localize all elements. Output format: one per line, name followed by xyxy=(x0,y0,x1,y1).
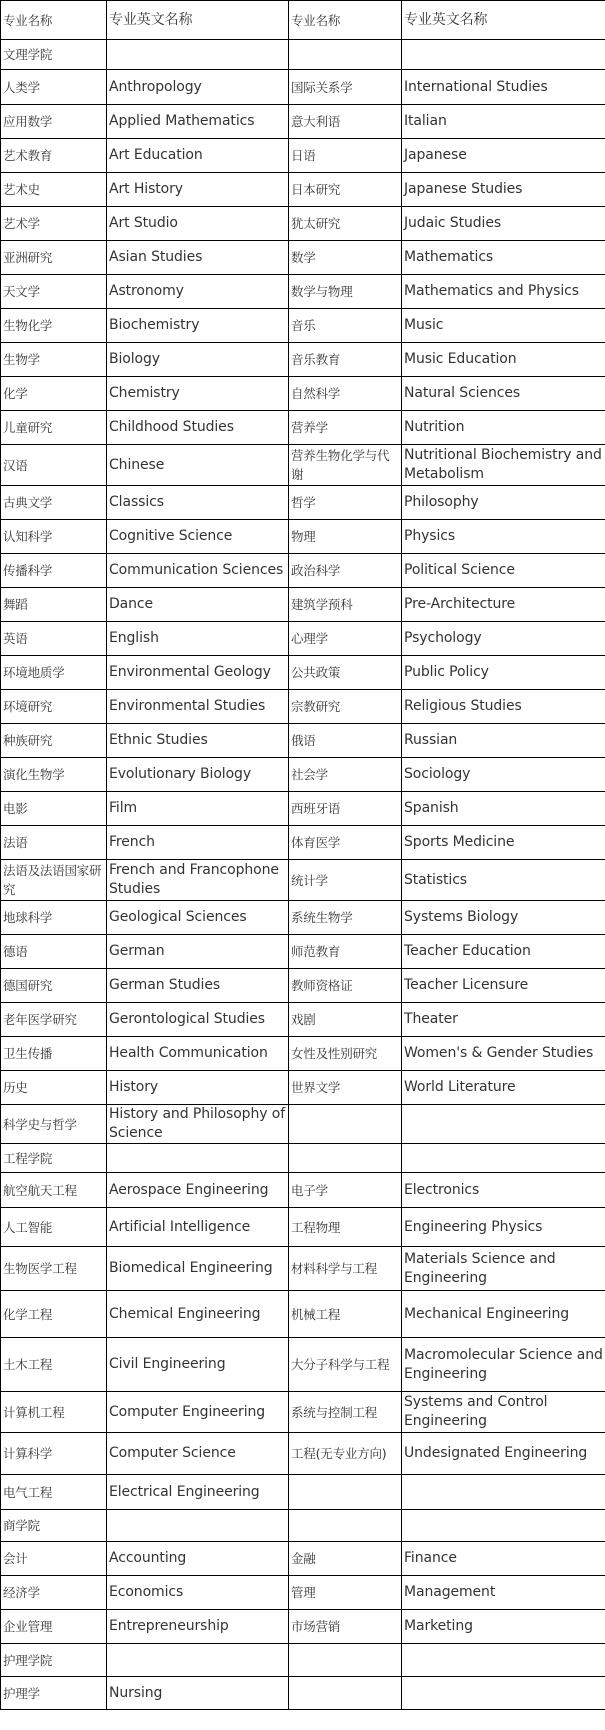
major-cn-cell: 统计学 xyxy=(289,860,402,901)
table-row xyxy=(1,935,605,969)
major-cn-cell: 应用数学 xyxy=(1,105,107,139)
major-en-cell xyxy=(402,1105,605,1144)
table-row xyxy=(1,554,605,588)
major-en-cell: Evolutionary Biology xyxy=(107,758,289,792)
major-en-cell: Astronomy xyxy=(107,275,289,309)
major-cn-cell: 工程物理 xyxy=(289,1208,402,1247)
table-row xyxy=(1,1247,605,1291)
major-en-cell: History and Philosophy of Science xyxy=(107,1105,289,1144)
table-row xyxy=(1,969,605,1003)
major-cn-cell: 电气工程 xyxy=(1,1475,107,1510)
majors-table-body xyxy=(1,1,605,1710)
major-cn-cell: 化学 xyxy=(1,377,107,411)
major-en-cell: Engineering Physics xyxy=(402,1208,605,1247)
major-cn-cell: 护理学 xyxy=(1,1677,107,1710)
major-en-cell: Childhood Studies xyxy=(107,411,289,445)
major-en-cell: Chemistry xyxy=(107,377,289,411)
major-en-cell: Health Communication xyxy=(107,1037,289,1071)
major-cn-cell: 卫生传播 xyxy=(1,1037,107,1071)
table-row xyxy=(1,207,605,241)
major-cn-cell: 经济学 xyxy=(1,1576,107,1610)
major-cn-cell xyxy=(289,1475,402,1510)
major-en-cell: Public Policy xyxy=(402,656,605,690)
major-cn-cell: 计算科学 xyxy=(1,1433,107,1475)
major-cn-cell: 环境地质学 xyxy=(1,656,107,690)
major-cn-cell: 儿童研究 xyxy=(1,411,107,445)
major-cn-cell: 人工智能 xyxy=(1,1208,107,1247)
table-row xyxy=(1,860,605,901)
major-cn-cell: 材料科学与工程 xyxy=(289,1247,402,1291)
major-en-cell: Gerontological Studies xyxy=(107,1003,289,1037)
major-en-cell: Ethnic Studies xyxy=(107,724,289,758)
major-cn-cell: 系统生物学 xyxy=(289,901,402,935)
major-cn-cell: 亚洲研究 xyxy=(1,241,107,275)
major-cn-cell: 大分子科学与工程 xyxy=(289,1338,402,1392)
major-cn-cell: 会计 xyxy=(1,1542,107,1576)
table-row xyxy=(1,70,605,105)
major-en-cell: Asian Studies xyxy=(107,241,289,275)
major-cn-cell: 古典文学 xyxy=(1,486,107,520)
major-cn-cell: 德国研究 xyxy=(1,969,107,1003)
major-cn-cell: 商学院 xyxy=(1,1510,107,1542)
major-cn-cell: 工程学院 xyxy=(1,1144,107,1173)
table-row xyxy=(1,139,605,173)
major-en-cell xyxy=(402,1144,605,1173)
major-cn-cell: 演化生物学 xyxy=(1,758,107,792)
major-cn-cell: 历史 xyxy=(1,1071,107,1105)
major-en-cell: Music Education xyxy=(402,343,605,377)
major-en-cell: Nutritional Biochemistry and Metabolism xyxy=(402,445,605,486)
major-en-cell: Systems and Control Engineering xyxy=(402,1392,605,1433)
major-cn-cell: 体育医学 xyxy=(289,826,402,860)
major-en-cell: Art Studio xyxy=(107,207,289,241)
table-row xyxy=(1,105,605,139)
table-row xyxy=(1,1173,605,1208)
major-cn-cell: 化学工程 xyxy=(1,1291,107,1338)
major-cn-cell xyxy=(289,1510,402,1542)
major-en-cell: Psychology xyxy=(402,622,605,656)
major-cn-cell: 艺术教育 xyxy=(1,139,107,173)
major-cn-cell: 法语 xyxy=(1,826,107,860)
major-en-cell: World Literature xyxy=(402,1071,605,1105)
major-cn-cell: 哲学 xyxy=(289,486,402,520)
major-en-cell: Computer Science xyxy=(107,1433,289,1475)
major-en-cell: Physics xyxy=(402,520,605,554)
major-en-cell: Aerospace Engineering xyxy=(107,1173,289,1208)
table-row xyxy=(1,1644,605,1677)
major-cn-cell: 机械工程 xyxy=(289,1291,402,1338)
table-row xyxy=(1,690,605,724)
major-cn-cell: 日本研究 xyxy=(289,173,402,207)
major-en-cell: Mathematics and Physics xyxy=(402,275,605,309)
major-cn-cell: 市场营销 xyxy=(289,1610,402,1644)
table-row xyxy=(1,1291,605,1338)
major-en-cell: Philosophy xyxy=(402,486,605,520)
header-cell: 专业英文名称 xyxy=(402,1,605,40)
major-cn-cell: 人类学 xyxy=(1,70,107,105)
major-cn-cell: 意大利语 xyxy=(289,105,402,139)
table-row xyxy=(1,1208,605,1247)
major-cn-cell: 宗教研究 xyxy=(289,690,402,724)
major-en-cell: Film xyxy=(107,792,289,826)
header-cell: 专业名称 xyxy=(289,1,402,40)
major-en-cell: Sociology xyxy=(402,758,605,792)
table-row xyxy=(1,1576,605,1610)
major-en-cell: Finance xyxy=(402,1542,605,1576)
major-en-cell: Sports Medicine xyxy=(402,826,605,860)
table-row xyxy=(1,1071,605,1105)
table-row xyxy=(1,1510,605,1542)
table-row xyxy=(1,588,605,622)
major-cn-cell: 计算机工程 xyxy=(1,1392,107,1433)
major-en-cell: Anthropology xyxy=(107,70,289,105)
major-en-cell: Chinese xyxy=(107,445,289,486)
table-row xyxy=(1,622,605,656)
major-en-cell: English xyxy=(107,622,289,656)
major-en-cell xyxy=(402,1644,605,1677)
table-row xyxy=(1,520,605,554)
major-cn-cell: 生物化学 xyxy=(1,309,107,343)
major-cn-cell xyxy=(289,1644,402,1677)
table-row xyxy=(1,40,605,70)
header-cell: 专业名称 xyxy=(1,1,107,40)
major-en-cell: Mechanical Engineering xyxy=(402,1291,605,1338)
table-row xyxy=(1,1338,605,1392)
major-en-cell: Nutrition xyxy=(402,411,605,445)
major-en-cell: Russian xyxy=(402,724,605,758)
major-en-cell: Dance xyxy=(107,588,289,622)
major-cn-cell: 电子学 xyxy=(289,1173,402,1208)
major-cn-cell: 建筑学预科 xyxy=(289,588,402,622)
major-cn-cell: 公共政策 xyxy=(289,656,402,690)
major-cn-cell: 世界文学 xyxy=(289,1071,402,1105)
header-cell: 专业英文名称 xyxy=(107,1,289,40)
major-en-cell xyxy=(402,1677,605,1710)
major-cn-cell: 航空航天工程 xyxy=(1,1173,107,1208)
major-cn-cell: 心理学 xyxy=(289,622,402,656)
major-en-cell: Women's & Gender Studies xyxy=(402,1037,605,1071)
major-cn-cell: 德语 xyxy=(1,935,107,969)
major-cn-cell: 认知科学 xyxy=(1,520,107,554)
major-cn-cell: 艺术史 xyxy=(1,173,107,207)
table-row xyxy=(1,377,605,411)
major-en-cell: Marketing xyxy=(402,1610,605,1644)
table-row xyxy=(1,1433,605,1475)
table-row xyxy=(1,1677,605,1710)
major-cn-cell: 西班牙语 xyxy=(289,792,402,826)
table-row xyxy=(1,275,605,309)
major-en-cell xyxy=(402,40,605,70)
major-cn-cell: 生物医学工程 xyxy=(1,1247,107,1291)
major-cn-cell: 艺术学 xyxy=(1,207,107,241)
major-en-cell: Political Science xyxy=(402,554,605,588)
major-en-cell xyxy=(107,1510,289,1542)
major-cn-cell: 企业管理 xyxy=(1,1610,107,1644)
major-en-cell xyxy=(107,1644,289,1677)
major-cn-cell: 教师资格证 xyxy=(289,969,402,1003)
table-row xyxy=(1,1475,605,1510)
table-row xyxy=(1,173,605,207)
major-cn-cell: 电影 xyxy=(1,792,107,826)
major-en-cell: Macromolecular Science and Engineering xyxy=(402,1338,605,1392)
major-en-cell: German Studies xyxy=(107,969,289,1003)
major-en-cell: Geological Sciences xyxy=(107,901,289,935)
major-en-cell: Electronics xyxy=(402,1173,605,1208)
table-row xyxy=(1,656,605,690)
major-cn-cell: 国际关系学 xyxy=(289,70,402,105)
major-cn-cell: 政治科学 xyxy=(289,554,402,588)
major-en-cell: Biology xyxy=(107,343,289,377)
table-row xyxy=(1,1144,605,1173)
major-en-cell: Artificial Intelligence xyxy=(107,1208,289,1247)
major-en-cell: French and Francophone Studies xyxy=(107,860,289,901)
major-cn-cell: 音乐 xyxy=(289,309,402,343)
major-en-cell: Management xyxy=(402,1576,605,1610)
major-cn-cell: 数学与物理 xyxy=(289,275,402,309)
major-cn-cell: 数学 xyxy=(289,241,402,275)
major-cn-cell xyxy=(289,1677,402,1710)
table-row xyxy=(1,792,605,826)
major-cn-cell xyxy=(289,40,402,70)
major-en-cell: Environmental Studies xyxy=(107,690,289,724)
major-en-cell: German xyxy=(107,935,289,969)
major-cn-cell: 犹太研究 xyxy=(289,207,402,241)
table-row xyxy=(1,445,605,486)
header-row xyxy=(1,1,605,40)
major-en-cell: Biochemistry xyxy=(107,309,289,343)
major-cn-cell: 天文学 xyxy=(1,275,107,309)
table-row xyxy=(1,411,605,445)
major-cn-cell: 营养学 xyxy=(289,411,402,445)
major-en-cell: Accounting xyxy=(107,1542,289,1576)
major-cn-cell: 师范教育 xyxy=(289,935,402,969)
major-en-cell: Judaic Studies xyxy=(402,207,605,241)
table-row xyxy=(1,826,605,860)
table-row xyxy=(1,901,605,935)
major-en-cell: Natural Sciences xyxy=(402,377,605,411)
major-en-cell xyxy=(107,40,289,70)
major-cn-cell: 环境研究 xyxy=(1,690,107,724)
major-en-cell: Economics xyxy=(107,1576,289,1610)
major-en-cell: Chemical Engineering xyxy=(107,1291,289,1338)
major-cn-cell: 文理学院 xyxy=(1,40,107,70)
major-en-cell: Electrical Engineering xyxy=(107,1475,289,1510)
major-cn-cell: 护理学院 xyxy=(1,1644,107,1677)
major-en-cell: Cognitive Science xyxy=(107,520,289,554)
major-en-cell: Classics xyxy=(107,486,289,520)
major-cn-cell: 老年医学研究 xyxy=(1,1003,107,1037)
major-cn-cell: 自然科学 xyxy=(289,377,402,411)
major-en-cell: Mathematics xyxy=(402,241,605,275)
major-en-cell: Japanese xyxy=(402,139,605,173)
major-en-cell: Theater xyxy=(402,1003,605,1037)
major-cn-cell: 日语 xyxy=(289,139,402,173)
major-en-cell xyxy=(402,1510,605,1542)
major-en-cell: Biomedical Engineering xyxy=(107,1247,289,1291)
major-cn-cell: 营养生物化学与代谢 xyxy=(289,445,402,486)
major-en-cell xyxy=(402,1475,605,1510)
table-row xyxy=(1,1003,605,1037)
major-en-cell: Materials Science and Engineering xyxy=(402,1247,605,1291)
major-cn-cell: 科学史与哲学 xyxy=(1,1105,107,1144)
table-row xyxy=(1,1037,605,1071)
table-row xyxy=(1,1610,605,1644)
major-cn-cell: 管理 xyxy=(289,1576,402,1610)
table-row xyxy=(1,241,605,275)
major-en-cell: Statistics xyxy=(402,860,605,901)
table-row xyxy=(1,343,605,377)
major-en-cell: Undesignated Engineering xyxy=(402,1433,605,1475)
major-cn-cell xyxy=(289,1144,402,1173)
major-en-cell: Japanese Studies xyxy=(402,173,605,207)
major-en-cell: Environmental Geology xyxy=(107,656,289,690)
major-cn-cell: 社会学 xyxy=(289,758,402,792)
table-row xyxy=(1,1542,605,1576)
table-row xyxy=(1,758,605,792)
major-en-cell: Music xyxy=(402,309,605,343)
major-en-cell: Teacher Licensure xyxy=(402,969,605,1003)
major-en-cell: Art Education xyxy=(107,139,289,173)
major-en-cell: Pre-Architecture xyxy=(402,588,605,622)
major-en-cell: Computer Engineering xyxy=(107,1392,289,1433)
major-en-cell: Teacher Education xyxy=(402,935,605,969)
major-en-cell: International Studies xyxy=(402,70,605,105)
major-cn-cell: 种族研究 xyxy=(1,724,107,758)
major-en-cell: Spanish xyxy=(402,792,605,826)
table-row xyxy=(1,486,605,520)
major-cn-cell: 物理 xyxy=(289,520,402,554)
table-row xyxy=(1,1392,605,1433)
major-cn-cell: 汉语 xyxy=(1,445,107,486)
major-en-cell: Communication Sciences xyxy=(107,554,289,588)
major-en-cell: Entrepreneurship xyxy=(107,1610,289,1644)
major-en-cell: Nursing xyxy=(107,1677,289,1710)
major-en-cell: Applied Mathematics xyxy=(107,105,289,139)
major-cn-cell: 音乐教育 xyxy=(289,343,402,377)
major-cn-cell: 金融 xyxy=(289,1542,402,1576)
table-row xyxy=(1,1105,605,1144)
major-en-cell: Systems Biology xyxy=(402,901,605,935)
major-cn-cell: 女性及性别研究 xyxy=(289,1037,402,1071)
major-cn-cell: 英语 xyxy=(1,622,107,656)
major-cn-cell xyxy=(289,1105,402,1144)
major-en-cell: Religious Studies xyxy=(402,690,605,724)
major-en-cell: Civil Engineering xyxy=(107,1338,289,1392)
major-cn-cell: 地球科学 xyxy=(1,901,107,935)
table-row xyxy=(1,309,605,343)
major-cn-cell: 土木工程 xyxy=(1,1338,107,1392)
major-cn-cell: 舞蹈 xyxy=(1,588,107,622)
major-en-cell: Italian xyxy=(402,105,605,139)
major-cn-cell: 生物学 xyxy=(1,343,107,377)
major-en-cell: Art History xyxy=(107,173,289,207)
major-en-cell xyxy=(107,1144,289,1173)
major-en-cell: French xyxy=(107,826,289,860)
major-cn-cell: 系统与控制工程 xyxy=(289,1392,402,1433)
major-cn-cell: 传播科学 xyxy=(1,554,107,588)
major-cn-cell: 工程(无专业方向) xyxy=(289,1433,402,1475)
major-cn-cell: 法语及法语国家研究 xyxy=(1,860,107,901)
major-en-cell: History xyxy=(107,1071,289,1105)
table-row xyxy=(1,724,605,758)
major-cn-cell: 戏剧 xyxy=(289,1003,402,1037)
major-cn-cell: 俄语 xyxy=(289,724,402,758)
